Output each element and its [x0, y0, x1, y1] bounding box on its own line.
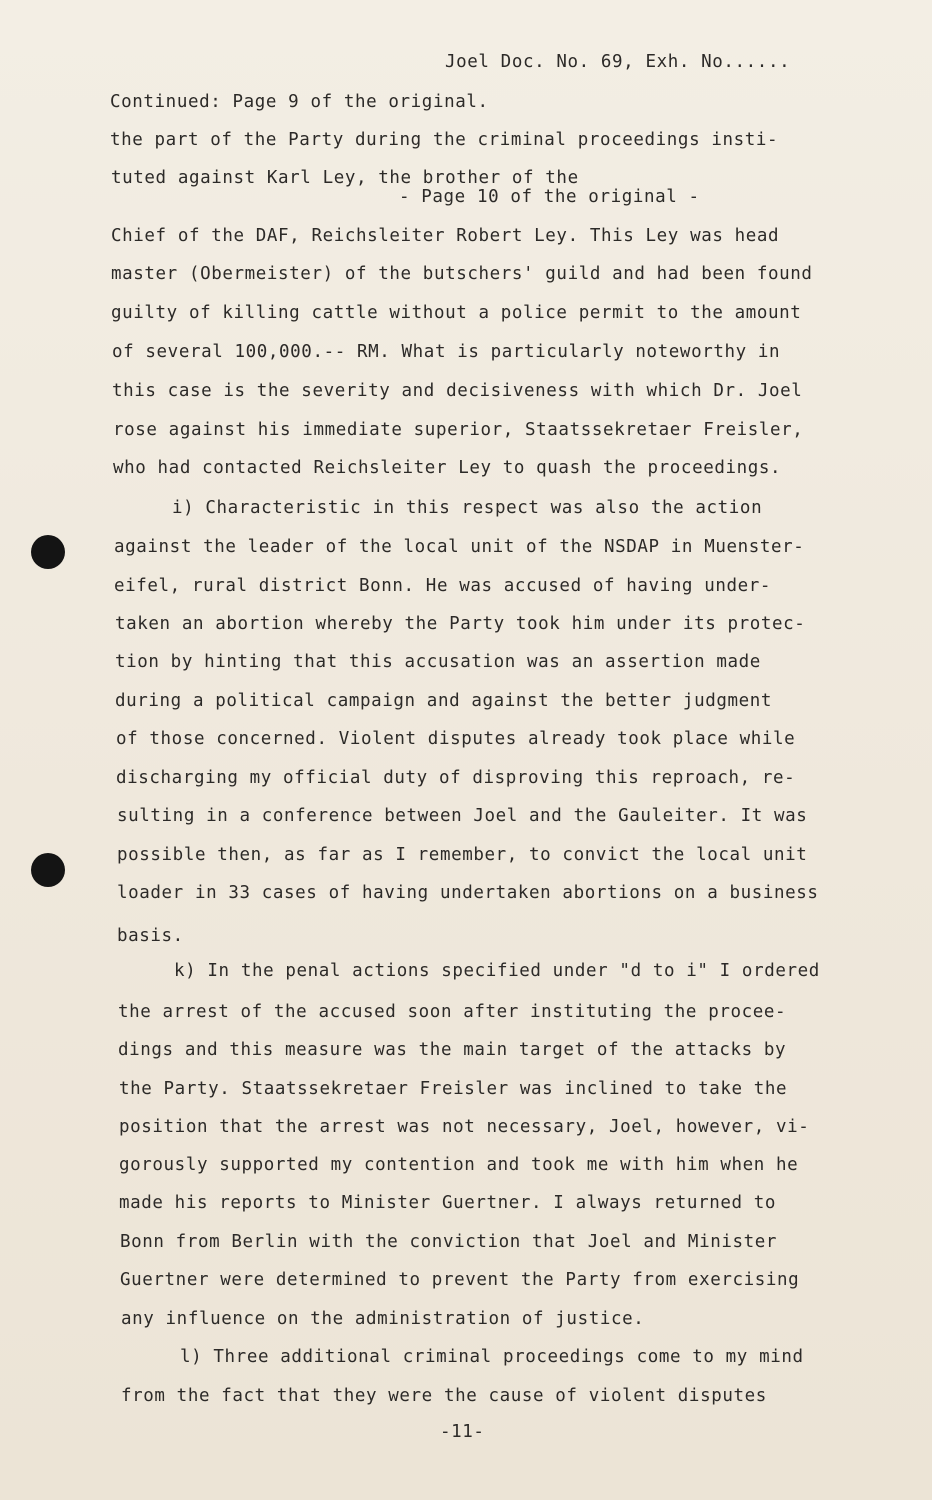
- text-line: against the leader of the local unit of the NSDAP in Muenster-: [114, 537, 805, 557]
- text-line: master (Obermeister) of the butschers' guild and had been found: [111, 264, 813, 284]
- text-line: made his reports to Minister Guertner. I always returned to: [119, 1193, 777, 1213]
- text-line: of several 100,000.-- RM. What is particularly noteworthy in: [112, 342, 781, 362]
- paragraph-start: i) Characteristic in this respect was also the action: [172, 498, 763, 518]
- text-line: gorously supported my contention and took me with him when he: [119, 1155, 799, 1175]
- text-line: the Party. Staatssekretaer Freisler was inclined to take the: [119, 1079, 788, 1099]
- text-line: eifel, rural district Bonn. He was accused of having under-: [114, 576, 772, 596]
- text-line: from the fact that they were the cause of violent disputes: [121, 1386, 767, 1406]
- text-line: this case is the severity and decisiveness with which Dr. Joel: [112, 381, 803, 401]
- text-line: possible then, as far as I remember, to convict the local unit: [117, 845, 808, 865]
- text-line: tuted against Karl Ley, the brother of the: [111, 168, 579, 188]
- page-number: -11-: [440, 1422, 485, 1442]
- page-marker: - Page 10 of the original -: [399, 187, 700, 207]
- document-reference: Joel Doc. No. 69, Exh. No......: [445, 52, 791, 72]
- text-line: who had contacted Reichsleiter Ley to quash the proceedings.: [113, 458, 782, 478]
- text-line: guilty of killing cattle without a police permit to the amount: [111, 303, 802, 323]
- text-line: discharging my official duty of disproving this reproach, re-: [116, 768, 796, 788]
- text-line: Continued: Page 9 of the original.: [110, 92, 489, 112]
- text-line: dings and this measure was the main target of the attacks by: [118, 1040, 787, 1060]
- text-line: Guertner were determined to prevent the Party from exercising: [120, 1270, 800, 1290]
- text-line: the part of the Party during the criminal proceedings insti-: [110, 130, 779, 150]
- text-line: rose against his immediate superior, Staatssekretaer Freisler,: [113, 420, 804, 440]
- text-line: taken an abortion whereby the Party took him under its protec-: [115, 614, 806, 634]
- text-line: any influence on the administration of justice.: [121, 1309, 645, 1329]
- text-line: Chief of the DAF, Reichsleiter Robert Ley. This Ley was head: [111, 226, 780, 246]
- text-line: sulting in a conference between Joel and the Gauleiter. It was: [117, 806, 808, 826]
- paragraph-start: l) Three additional criminal proceedings come to my mind: [180, 1347, 804, 1367]
- paragraph-start: k) In the penal actions specified under "d to i" I ordered: [174, 961, 820, 981]
- text-line: Bonn from Berlin with the conviction that Joel and Minister: [120, 1232, 778, 1252]
- punch-hole-upper: [31, 535, 65, 569]
- text-line: basis.: [117, 926, 184, 946]
- text-line: the arrest of the accused soon after instituting the procee-: [118, 1002, 787, 1022]
- text-line: of those concerned. Violent disputes already took place while: [116, 729, 796, 749]
- text-line: tion by hinting that this accusation was an assertion made: [115, 652, 761, 672]
- text-line: position that the arrest was not necessary, Joel, however, vi-: [119, 1117, 810, 1137]
- text-line: loader in 33 cases of having undertaken abortions on a business: [117, 883, 819, 903]
- text-line: during a political campaign and against the better judgment: [115, 691, 773, 711]
- punch-hole-lower: [31, 853, 65, 887]
